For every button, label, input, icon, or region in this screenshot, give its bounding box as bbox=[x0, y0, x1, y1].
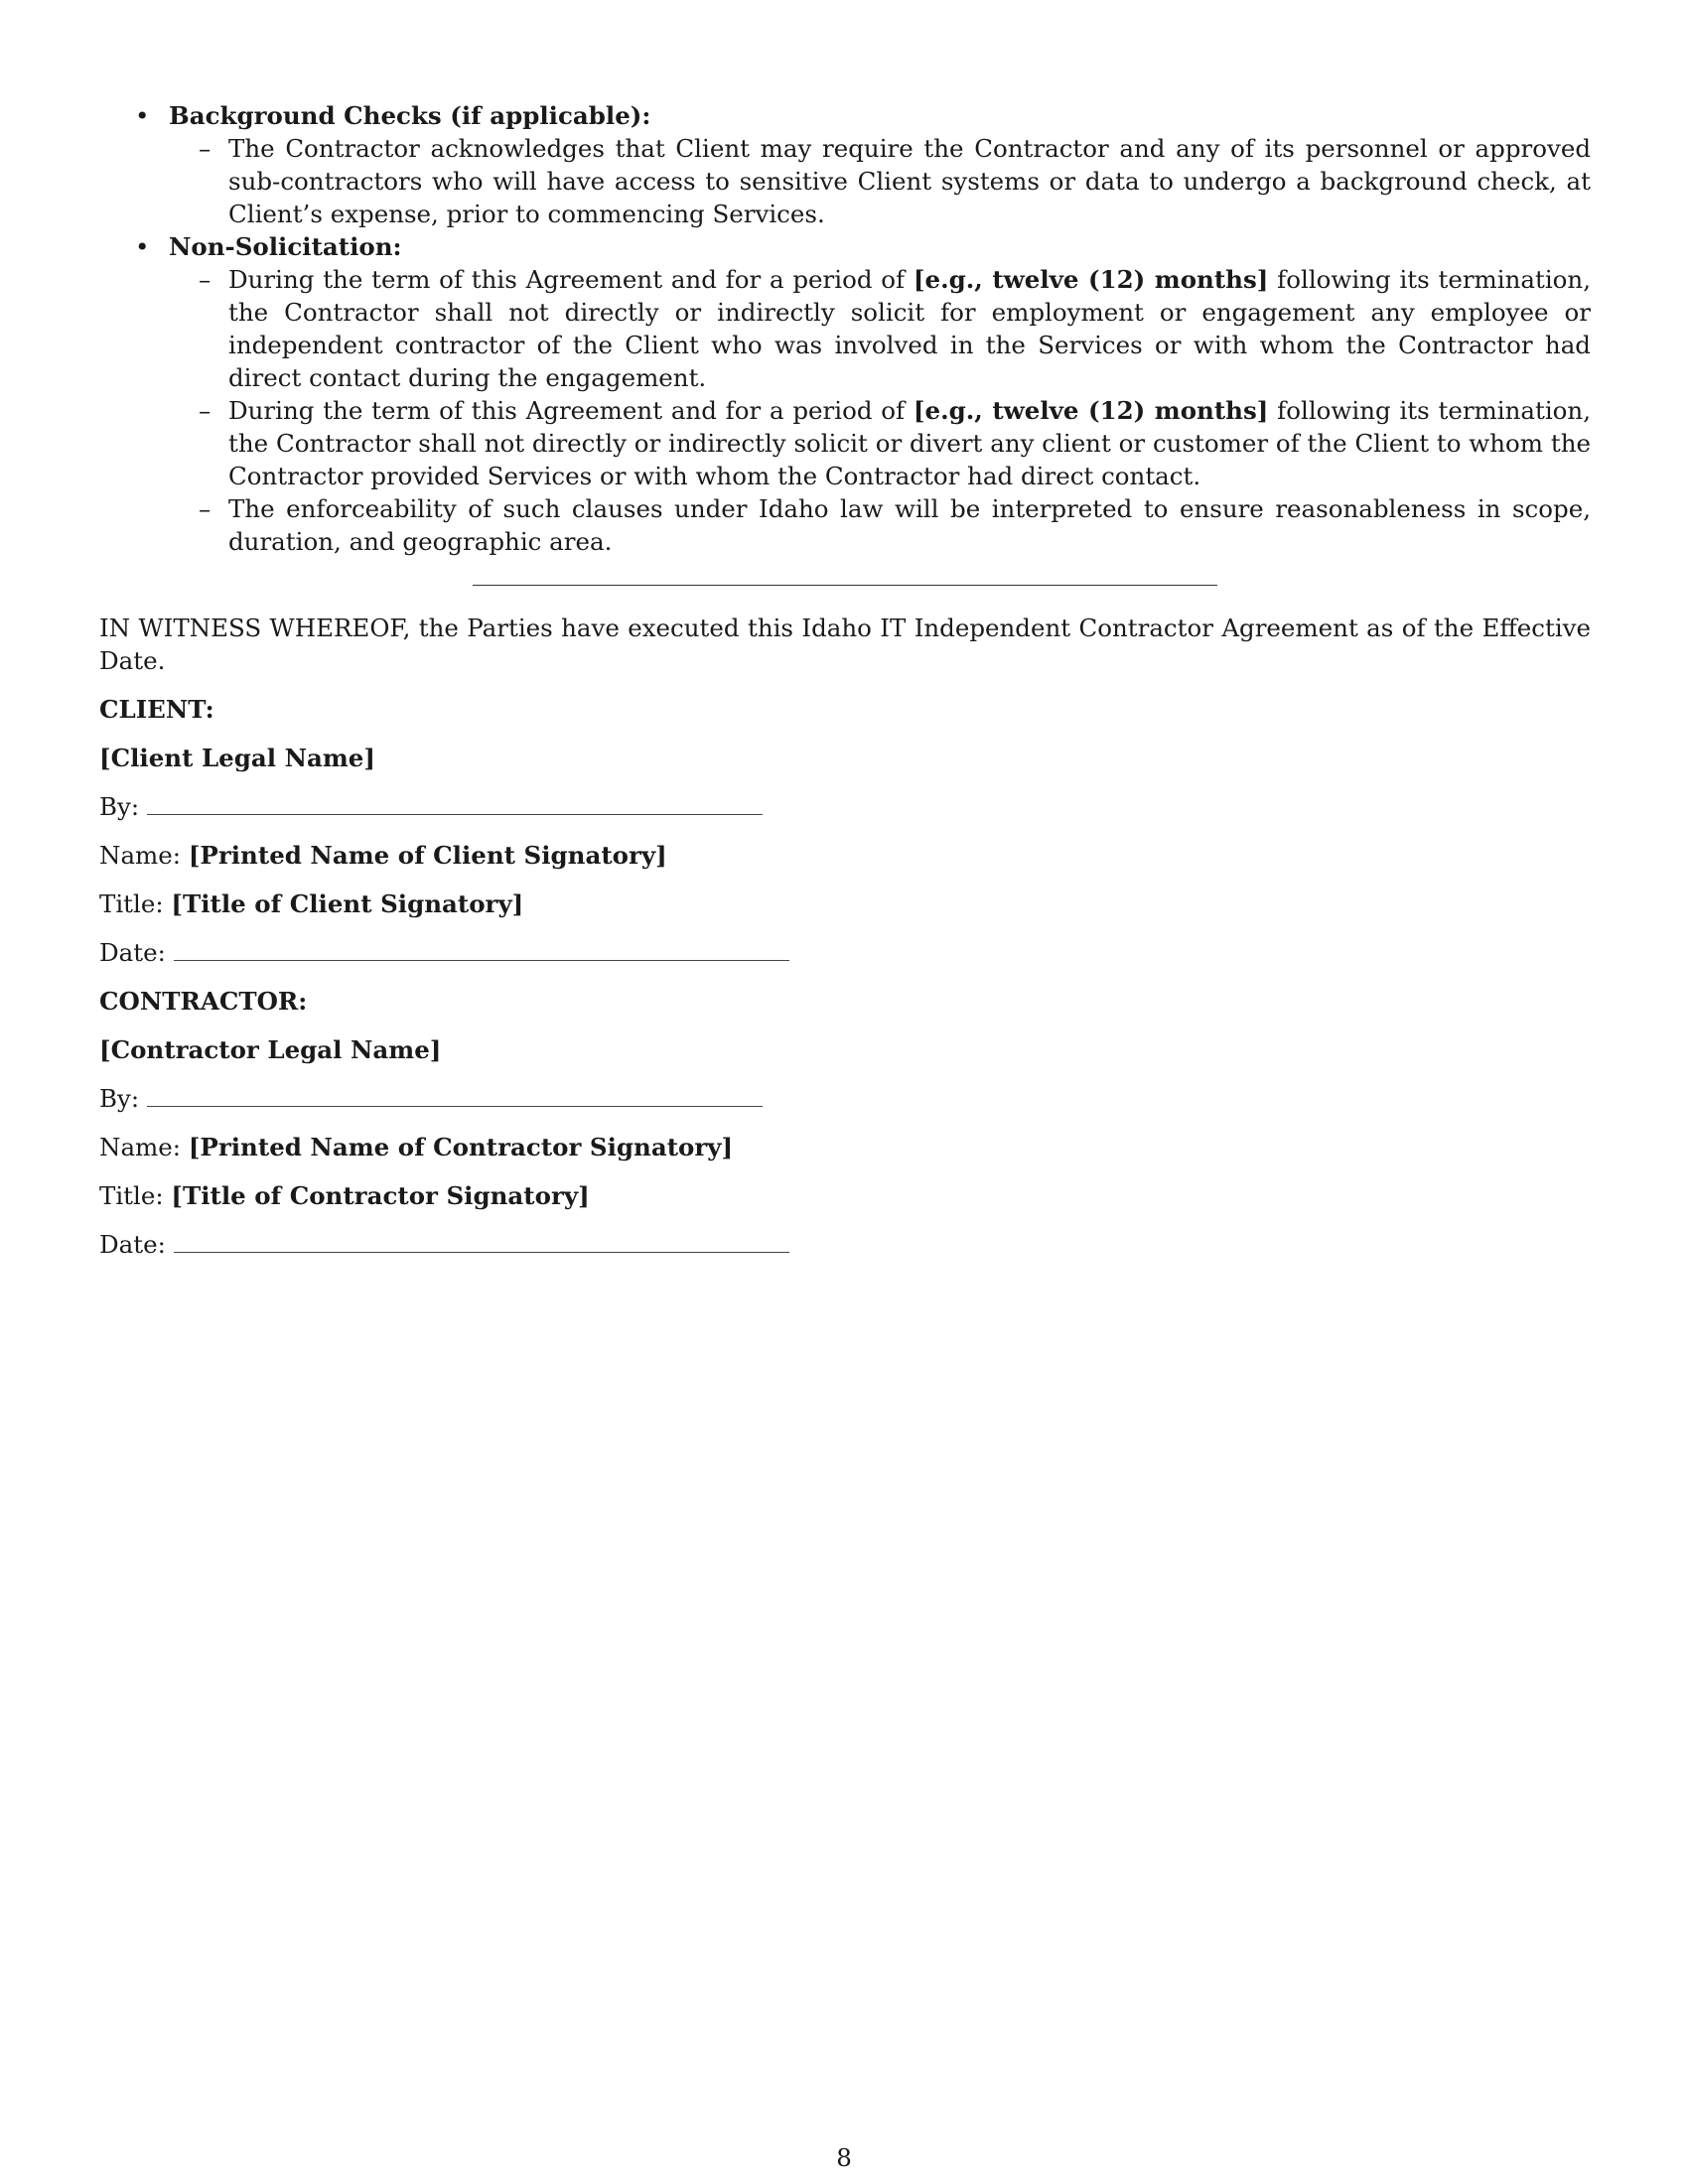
clause-text: During the term of this Agreement and for a period of bbox=[228, 265, 914, 294]
date-label: Date: bbox=[99, 938, 166, 967]
contractor-legal-name: [Contractor Legal Name] bbox=[99, 1035, 442, 1064]
bullet-icon: • bbox=[135, 101, 150, 130]
section-divider bbox=[473, 585, 1217, 586]
list-item bbox=[169, 394, 1591, 492]
clause-list bbox=[99, 99, 1591, 558]
client-date-line[interactable] bbox=[174, 959, 789, 961]
bullet-icon: • bbox=[135, 232, 150, 261]
clause-text: following its termination, the Contractor shall not directly or indirectly solicit or divert any client or customer of the Client to whom the Contractor provided Services or with whom the Contractor had direct contact. bbox=[228, 396, 1592, 490]
clause-text: The enforceability of such clauses under Idaho law will be interpreted to ensure reasonableness in scope, duration, and geographic area. bbox=[228, 494, 1591, 556]
client-signature-line[interactable] bbox=[147, 813, 763, 815]
dash-icon: – bbox=[199, 265, 211, 294]
clause-text: During the term of this Agreement and for a period of bbox=[228, 396, 914, 425]
client-heading: CLIENT: bbox=[99, 695, 214, 724]
section-heading: Non-Solicitation: bbox=[169, 232, 402, 261]
contractor-heading: CONTRACTOR: bbox=[99, 987, 308, 1016]
placeholder-term: [e.g., twelve (12) months] bbox=[913, 396, 1269, 425]
document-page bbox=[99, 99, 1591, 1261]
client-legal-name: [Client Legal Name] bbox=[99, 744, 375, 772]
list-item bbox=[169, 132, 1591, 230]
dash-icon: – bbox=[199, 396, 211, 425]
client-name-value: [Printed Name of Client Signatory] bbox=[188, 841, 667, 870]
section-heading: Background Checks (if applicable): bbox=[169, 101, 651, 130]
contractor-signature-line[interactable] bbox=[147, 1105, 763, 1107]
list-item-background-checks bbox=[99, 99, 1591, 230]
title-label: Title: bbox=[99, 889, 164, 918]
name-label: Name: bbox=[99, 1133, 182, 1161]
contractor-date-line[interactable] bbox=[174, 1251, 789, 1253]
clause-text: The Contractor acknowledges that Client may require the Contractor and any of its personnel or approved sub-contractors who will have access to sensitive Client systems or data to undergo a background check, at Client’s expense, prior to commencing Services. bbox=[228, 134, 1591, 228]
dash-icon: – bbox=[199, 494, 211, 523]
list-item bbox=[169, 492, 1591, 558]
dash-icon: – bbox=[199, 134, 211, 163]
contractor-title-value: [Title of Contractor Signatory] bbox=[171, 1181, 590, 1210]
contractor-name-value: [Printed Name of Contractor Signatory] bbox=[188, 1133, 734, 1161]
clause-text: following its termination, the Contractor shall not directly or indirectly solicit for employment or engagement any employee or independent contractor of the Client who was involved in the Services or with whom the Contractor had direct contact during the engagement. bbox=[228, 265, 1592, 392]
placeholder-term: [e.g., twelve (12) months] bbox=[913, 265, 1269, 294]
name-label: Name: bbox=[99, 841, 182, 870]
witness-statement: IN WITNESS WHEREOF, the Parties have executed this Idaho IT Independent Contractor Agreement as of the Effective Date. bbox=[99, 614, 1591, 675]
client-signature-block bbox=[99, 693, 1591, 969]
list-item bbox=[169, 263, 1591, 394]
page-number: 8 bbox=[836, 2143, 852, 2172]
by-label: By: bbox=[99, 792, 140, 821]
by-label: By: bbox=[99, 1084, 140, 1113]
contractor-signature-block bbox=[99, 985, 1591, 1261]
title-label: Title: bbox=[99, 1181, 164, 1210]
date-label: Date: bbox=[99, 1230, 166, 1259]
client-title-value: [Title of Client Signatory] bbox=[171, 889, 524, 918]
list-item-non-solicitation bbox=[99, 230, 1591, 558]
